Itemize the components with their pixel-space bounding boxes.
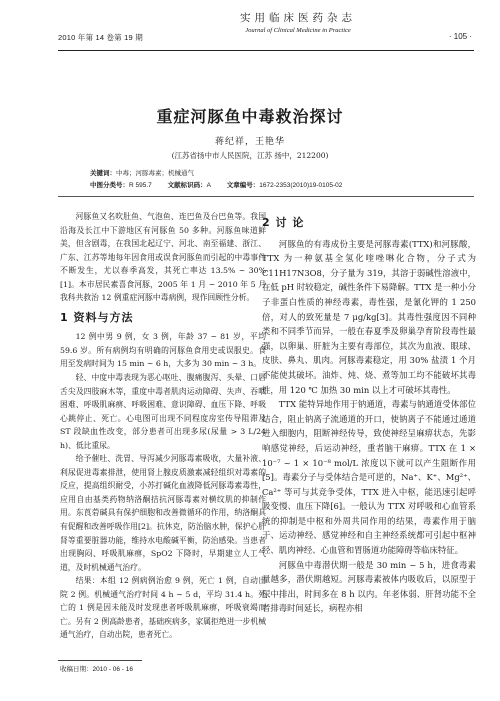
clc-number: R 595.7 bbox=[129, 182, 152, 189]
header-rule bbox=[58, 50, 474, 51]
keywords-label: 关键词： bbox=[90, 170, 116, 177]
discussion-paragraph-3: 河豚鱼中毒潜伏期一般是 30 min ~ 5 h，进食毒素量越多，潜伏期越短。河豚毒素被体内吸收后，以原型于尿中排出，时间多在 8 h 以内。年老体弱、肝肾功能不全者排毒时间延长，病程亦相 bbox=[262, 559, 476, 614]
keywords-row bbox=[90, 168, 356, 180]
footnote-rule bbox=[58, 660, 142, 661]
received-date: 收稿日期：2010 - 06 - 16 bbox=[60, 666, 133, 673]
right-column bbox=[262, 210, 476, 616]
doc-code: A bbox=[206, 182, 211, 189]
issue-info: 2010 年第 14 卷第 19 期 bbox=[58, 33, 143, 42]
keywords: 中毒；河豚毒素；机械通气 bbox=[116, 170, 194, 177]
article-metadata bbox=[90, 168, 356, 192]
doc-code-label: 文献标识码： bbox=[167, 182, 207, 189]
journal-name-cn: 实用临床医药杂志 bbox=[240, 12, 356, 24]
discussion-paragraph-2: TTX 能特异地作用于钠通道，毒素与钠通道受体部位结合，阻止钠离子流通道的开口，使钠离子不能通过通道进入细胞内，阻断神经传导，致使神经呈麻痹状态，先影响感觉神经，后运动神经，重者脑干麻痹。TTX 在 1 × 10⁻⁷ ~ 1 × 10⁻⁸ mol/L 浓度以下就可以产生阻断作用[5]。毒素分子与受体结合是可逆的，Na⁺、K⁺、Mg²⁺、Ca²⁺ 等可与其竞争受体，TTX 进入中枢，能迅速引起呼吸变慢、血压下降[6]。一般认为 TTX 对呼吸和心血管系统的抑制是中枢和外周共同作用的结果，毒素作用于脑干、运动神经、感觉神经和自主神经系统都可引起中枢神经、肌肉神经、心血管和胃肠道功能障碍等临床特征。 bbox=[262, 399, 476, 556]
author-affiliation: (江苏省扬中市人民医院，江苏 扬中，212200) bbox=[171, 151, 329, 160]
left-column bbox=[60, 210, 266, 642]
running-header bbox=[58, 6, 476, 50]
symptoms-paragraph: 轻、中度中毒表现为恶心呕吐、腹痛腹泻、头晕、口唇舌尖及四肢麻木等，重度中毒者肌肉运动障碍、失声、吞咽困难、呼吸肌麻痹、呼吸困难、意识障碍、血压下降、呼吸心跳停止、死亡。心电图可出现不同程度房室传导阻滞及 ST 段缺血性改变，部分患者可出现多尿(尿量 > 3 L/24 h)、低比重尿。 bbox=[60, 373, 266, 450]
results-paragraph: 结果：本组 12 例病例治愈 9 例，死亡 1 例，自动出院 2 例。机械通气治疗时间 4 h ~ 5 d，平均 31.4 h。死亡的 1 例是因未能及时发现患者呼吸肌麻痹，呼吸衰竭而亡。另有 2 例高龄患者，基础疾病多，家属拒绝进一步机械通气治疗，自动出院，患者死亡。 bbox=[60, 576, 266, 640]
article-title: 重症河豚鱼中毒救治探讨 bbox=[156, 107, 344, 126]
article-authors: 蒋纪祥，王艳华 bbox=[214, 137, 285, 147]
section-heading-materials: 1 资料与方法 bbox=[60, 310, 134, 324]
section-heading-discussion: 2 讨 论 bbox=[262, 216, 305, 229]
discussion-paragraph-1: 河豚鱼的有毒成份主要是河豚毒素(TTX)和河豚酸，TTX 为一种氨基全氢化喹唑啉化合物，分子式为 C11H17N3O8，分子量为 319，其溶于弱碱性溶液中，在低 pH 时较稳定，碱性条件下易降解。TTX 是一种小分子非蛋白性质的神经毒素，毒性强，是氰化钾的 1 250 倍，对人的致死量是 7 μg/kg[3]。其毒性强度因不同种类和不同季节而异，一般在春夏季及卵巢孕育阶段毒性最强，以卵巢、肝脏为主要有毒部位，其次为血液、眼球、皮肤、鼻丸、肌肉。河豚毒素稳定，用 30% 盐渍 1 个月不能使其破坏。油炸、炖、烧、煮等加工均不能破坏其毒性，用 120 ℃ 加热 30 min 以上才可破坏其毒性。 bbox=[262, 238, 476, 395]
article-number: 1672-2353(2010)19-0105-02 bbox=[259, 182, 343, 189]
intro-paragraph: 河豚鱼又名吹肚鱼、气泡鱼、连巴鱼及台巴鱼等。我国沿海及长江中下游地区有河豚鱼 50 多种。河豚鱼味道鲜美，但含剧毒，在我国北起辽宁、河北、南至福建、浙江、广东、江苏等地每年因食用或误食河豚鱼而引起的中毒事件不断发生，尤以春季高发，其死亡率达 13.5% ~ 30%[1]。本市居民素喜食河豚，2005 年 1 月 ~ 2010 年 5 月我科共救治 12 例重症河豚中毒病例，现作回顾性分析。 bbox=[60, 212, 266, 303]
clc-label: 中图分类号： bbox=[90, 182, 129, 189]
cases-paragraph: 12 例中男 9 例，女 3 例，年龄 37 ~ 81 岁，平均 59.6 岁。所有病例均有明确的河豚鱼食用史或误服史。食用至发病时间为 15 min ~ 6 h，大多为 30 min ~ 3 h。 bbox=[60, 332, 266, 369]
page-number: · 105 · bbox=[448, 32, 472, 41]
journal-name-en: Journal of Clinical Medicine in Practice bbox=[245, 27, 351, 34]
metadata-rule bbox=[58, 196, 474, 197]
journal-name bbox=[198, 10, 398, 34]
classification-row bbox=[90, 180, 356, 192]
treatment-paragraph: 给予催吐、洗胃、导泻减少河豚毒素吸收，大量补液、利尿促进毒素排泄，使用肾上腺皮质激素减轻组织对毒素的反应，提高组织耐受，小苏打碱化血液降低河豚毒素毒性，应用自由基类药物纳洛酮拮抗河豚毒素对横纹肌的抑制作用。东莨菪碱具有保护细胞和改善微循环的作用，纳洛酮具有促醒和改善呼吸作用[2]。抗休克，防治脑水肿，保护心肝肾等重要脏器功能，维持水电酸碱平衡，防治感染。当患者出现胸闷、呼吸肌麻痹，SpO2 下降时，早期建立人工气道，及时机械通气治疗。 bbox=[60, 454, 266, 572]
article-no-label: 文章编号： bbox=[226, 182, 260, 189]
